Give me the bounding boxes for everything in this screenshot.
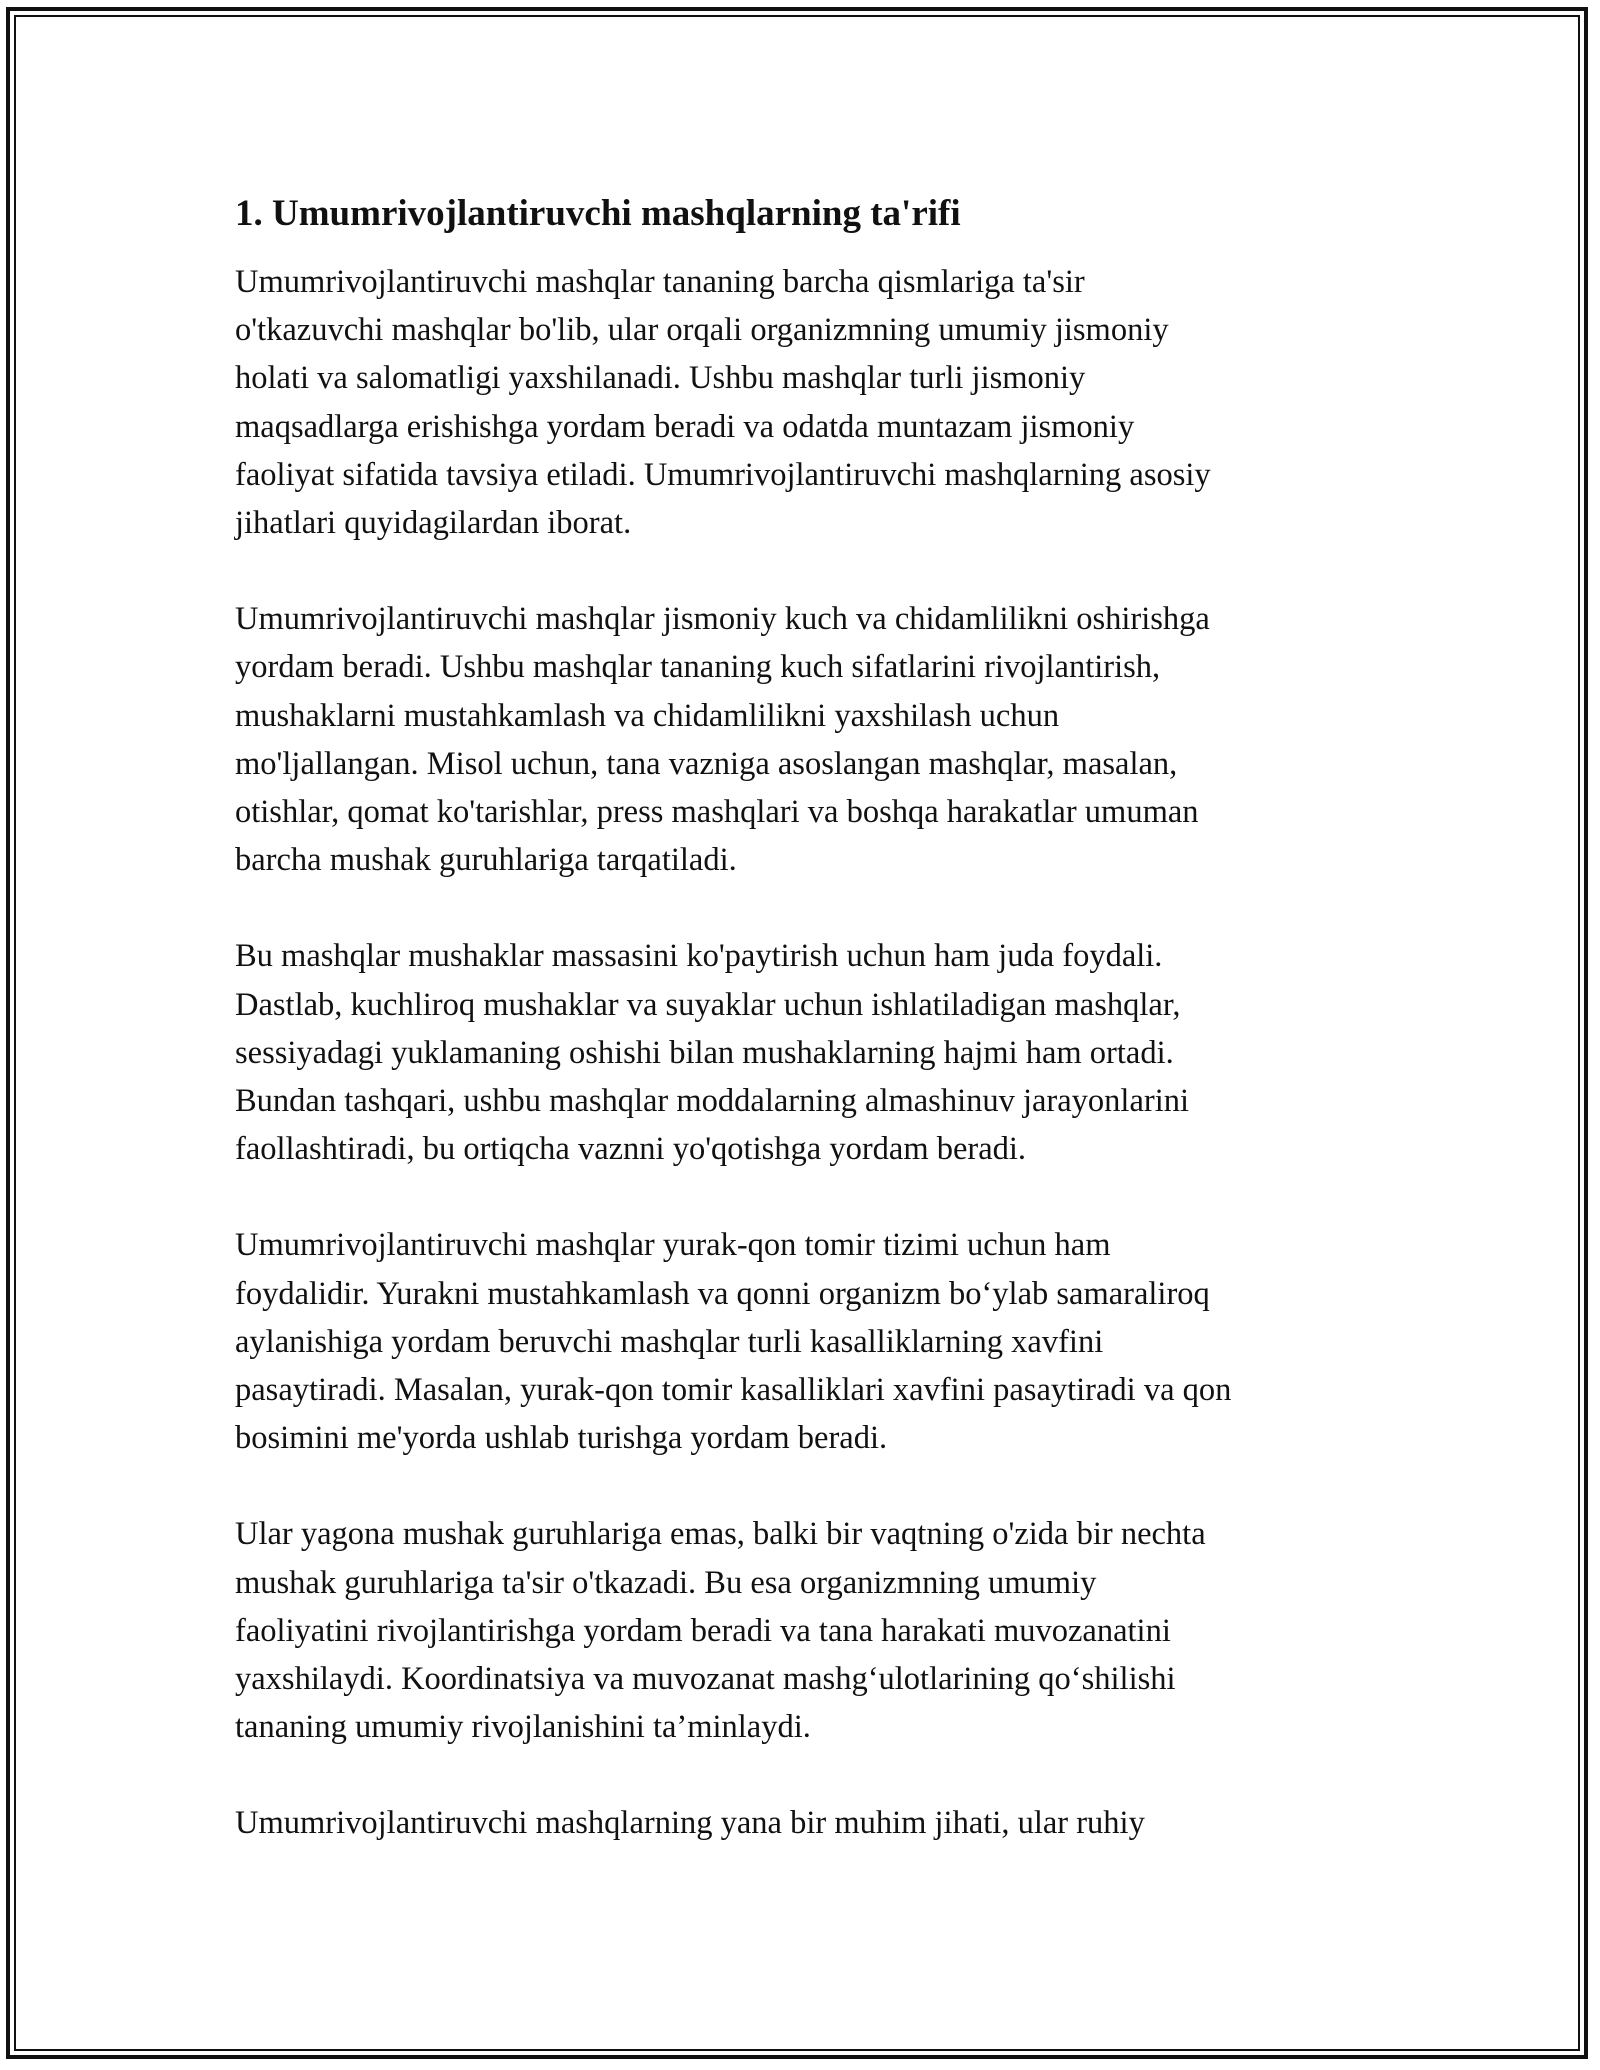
- text-line: Umumrivojlantiruvchi mashqlar yurak-qon tomir tizimi uchun ham: [235, 1227, 1111, 1264]
- paragraph-1: [235, 258, 1375, 547]
- text-line: mo'ljallangan. Misol uchun, tana vazniga asoslangan mashqlar, masalan,: [235, 745, 1178, 782]
- text-line: Umumrivojlantiruvchi mashqlarning yana bir muhim jihati, ular ruhiy: [235, 1805, 1145, 1842]
- text-line: yordam beradi. Ushbu mashqlar tananing kuch sifatlarini rivojlantirish,: [235, 649, 1161, 686]
- text-line: bosimini me'yorda ushlab turishga yordam beradi.: [235, 1420, 888, 1457]
- text-line: Dastlab, kuchliroq mushaklar va suyaklar uchun ishlatiladigan mashqlar,: [235, 986, 1181, 1023]
- text-line: yaxshilaydi. Koordinatsiya va muvozanat mashg‘ulotlarining qo‘shilishi: [235, 1661, 1176, 1698]
- text-line: maqsadlarga erishishga yordam beradi va odatda muntazam jismoniy: [235, 408, 1135, 445]
- text-line: tananing umumiy rivojlanishini ta’minlaydi.: [235, 1709, 811, 1746]
- paragraph-5: [235, 1510, 1375, 1751]
- text-line: jihatlari quyidagilardan iborat.: [235, 505, 632, 542]
- paragraph-6: [235, 1799, 1375, 1847]
- paragraph-2: [235, 595, 1375, 884]
- text-line: Umumrivojlantiruvchi mashqlar jismoniy kuch va chidamlilikni oshirishga: [235, 601, 1210, 638]
- text-line: Ular yagona mushak guruhlariga emas, balki bir vaqtning o'zida bir nechta: [235, 1516, 1206, 1553]
- paragraph-4: [235, 1221, 1375, 1462]
- text-line: faollashtiradi, bu ortiqcha vaznni yo'qotishga yordam beradi.: [235, 1131, 1027, 1168]
- text-line: Bundan tashqari, ushbu mashqlar moddalarning almashinuv jarayonlarini: [235, 1083, 1190, 1120]
- text-line: o'tkazuvchi mashqlar bo'lib, ular orqali organizmning umumiy jismoniy: [235, 312, 1169, 349]
- paragraph-3: [235, 932, 1375, 1173]
- text-line: holati va salomatligi yaxshilanadi. Ushbu mashqlar turli jismoniy: [235, 360, 1086, 397]
- text-line: otishlar, qomat ko'tarishlar, press mashqlari va boshqa harakatlar umuman: [235, 794, 1199, 831]
- text-line: aylanishiga yordam beruvchi mashqlar turli kasalliklarning xavfini: [235, 1323, 1104, 1360]
- text-line: mushak guruhlariga ta'sir o'tkazadi. Bu esa organizmning umumiy: [235, 1564, 1097, 1601]
- text-line: mushaklarni mustahkamlash va chidamlilikni yaxshilash uchun: [235, 697, 1060, 734]
- section-heading: 1. Umumrivojlantiruvchi mashqlarning ta'rifi: [235, 193, 961, 234]
- text-line: pasaytiradi. Masalan, yurak-qon tomir kasalliklari xavfini pasaytiradi va qon: [235, 1372, 1232, 1409]
- text-line: foydalidir. Yurakni mustahkamlash va qonni organizm bo‘ylab samaraliroq: [235, 1275, 1210, 1312]
- text-line: faoliyat sifatida tavsiya etiladi. Umumrivojlantiruvchi mashqlarning asosiy: [235, 456, 1211, 493]
- text-line: faoliyatini rivojlantirishga yordam beradi va tana harakati muvozanatini: [235, 1612, 1171, 1649]
- document-body: [235, 190, 1375, 1896]
- text-line: barcha mushak guruhlariga tarqatiladi.: [235, 842, 737, 879]
- text-line: sessiyadagi yuklamaning oshishi bilan mushaklarning hajmi ham ortadi.: [235, 1034, 1174, 1071]
- text-line: Umumrivojlantiruvchi mashqlar tananing barcha qismlariga ta'sir: [235, 264, 1085, 300]
- text-line: Bu mashqlar mushaklar massasini ko'paytirish uchun ham juda foydali.: [235, 938, 1163, 975]
